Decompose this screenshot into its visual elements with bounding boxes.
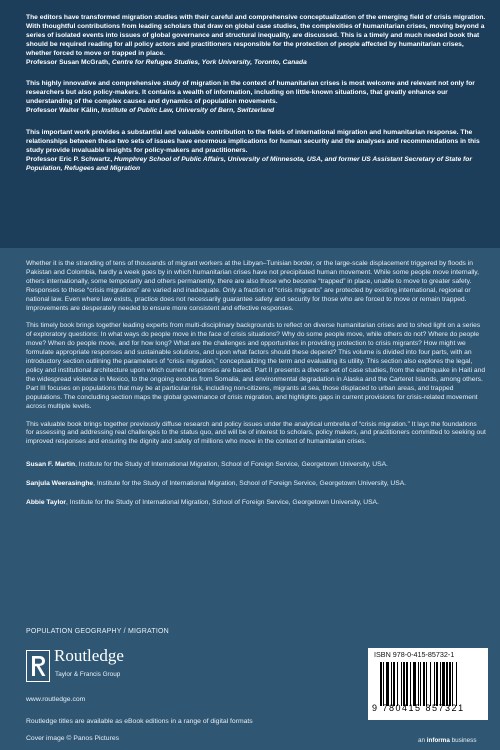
barcode-bar xyxy=(393,662,395,706)
informa-suffix: business xyxy=(449,737,477,744)
barcode-bar xyxy=(403,662,405,706)
barcode-bar xyxy=(434,662,435,706)
review-attribution xyxy=(26,59,486,68)
barcode-bar xyxy=(380,662,382,706)
isbn-label: ISBN 978-0-415-85732-1 xyxy=(374,650,455,659)
author-name: Susan F. Martin xyxy=(26,461,76,469)
barcode-bar xyxy=(423,662,425,706)
reviewer-affiliation: Humphrey School of Public Affairs, University of Minnesota, USA, and former US Assistant Secretary of State for Population, Refugees and Migration xyxy=(26,155,472,172)
barcode-bar xyxy=(401,662,402,706)
author-entry xyxy=(26,499,486,508)
barcode-bar xyxy=(446,662,448,706)
barcode-icon xyxy=(380,662,480,706)
barcode-bar xyxy=(397,662,398,706)
barcode-bar xyxy=(452,662,453,706)
reviewer-name: Professor Eric P. Schwartz, xyxy=(26,155,113,163)
author-affiliation: , Institute for the Study of International Migration, School of Foreign Service, Georgetown University, USA. xyxy=(66,499,379,507)
publisher-website[interactable]: www.routledge.com xyxy=(26,696,86,703)
barcode-bar xyxy=(406,662,408,706)
subject-category: POPULATION GEOGRAPHY / MIGRATION xyxy=(26,628,169,635)
barcode-bar xyxy=(449,662,451,706)
barcode-bar xyxy=(420,662,421,706)
reviewer-affiliation: Institute of Public Law, University of Bern, Switzerland xyxy=(101,107,275,115)
reviewer-affiliation: Centre for Refugee Studies, York University, Toronto, Canada xyxy=(111,58,307,66)
author-entry xyxy=(26,480,486,489)
author-affiliation: , Institute for the Study of International Migration, School of Foreign Service, Georgetown University, USA. xyxy=(93,480,407,488)
reviewer-name: Professor Susan McGrath, xyxy=(26,58,110,66)
barcode-bar xyxy=(430,662,431,706)
author-name: Abbie Taylor xyxy=(26,499,67,507)
cover-credit: Cover image © Panos Pictures xyxy=(26,735,120,742)
reviewer-name: Professor Walter Kälin, xyxy=(26,107,100,115)
reviews-panel xyxy=(0,0,500,248)
barcode-bar xyxy=(410,662,411,706)
review-text: This important work provides a substantial and valuable contribution to the fields of international migration and humanitarian response. The relationships between these two sets of issues have enormous implications for human security and the analyses and recommendations in this study provide invaluable insights for policy-makers and practitioners. xyxy=(26,129,480,154)
barcode-digits: 9 780415 857321 xyxy=(372,703,465,713)
barcode-bar xyxy=(391,662,392,706)
description-paragraph: Whether it is the stranding of tens of thousands of migrant workers at the Libyan–Tunisian border, or the large-scale displacement triggered by floods in Pakistan and Colombia, hardly a week goes by in which humanitarian crises have not precipitated human movement. While some people move internally, others internationally, some temporarily and others permanently, there are also those who become “trapped” in place, unable to move to greater safety. Responses to these “crisis migrations” are varied and inadequate. Only a fraction of “crisis migrants” are protected by existing international, regional or national law. Even where law exists, practice does not necessarily guarantee safety and security for those who are forced to move or remain trapped. Improvements are desperately needed to ensure more consistent and effective responses. xyxy=(26,260,480,312)
barcode-bar xyxy=(456,662,457,706)
description-paragraph: This timely book brings together leading experts from multi-disciplinary backgrounds to reflect on diverse humanitarian crises and to shed light on a series of exploratory questions: In what ways do people move in the face of crisis situations? Why do some people move, while others do not? Where do people move? When do people move, and for how long? What are the challenges and opportunities in providing protection to crisis migrants? How might we formulate appropriate responses and sustainable solutions, and upon what factors should these depend? This volume is divided into four parts, with an introductory section outlining the parameters of “crisis migration,” conceptualizing the term and evaluating its utility. This section also explores the legal, policy and institutional architecture upon which current responses are based. Part II presents a diverse set of case studies, from the earthquake in Haiti and the widespread violence in Mexico, to the ongoing exodus from Somalia, and environmental degradation in Alaska and the Carteret Islands, among others. Part III focuses on populations that may be at particular risk, including non-citizens, migrants at sea, those displaced to urban areas, and trapped populations. The concluding section maps the global governance of crisis migration, and highlights gaps in current provisions for crisis-related movement across multiple levels. xyxy=(26,322,486,410)
review-attribution xyxy=(26,156,486,174)
barcode-bar xyxy=(440,662,441,706)
author-entry xyxy=(26,461,486,470)
barcode-box xyxy=(368,648,488,720)
barcode-bar xyxy=(418,662,419,706)
barcode-bar xyxy=(413,662,416,706)
barcode-bar xyxy=(383,662,384,706)
barcode-bar xyxy=(386,662,389,706)
description-panel xyxy=(0,248,500,750)
informa-brand: informa xyxy=(426,737,450,744)
barcode-bar xyxy=(426,662,427,706)
routledge-r-icon xyxy=(26,650,50,682)
publisher-name: Routledge xyxy=(54,646,124,665)
review-attribution xyxy=(26,107,486,116)
description-paragraph: This valuable book brings together previously diffuse research and policy issues under the analytical umbrella of “crisis migration.” It lays the foundations for assessing and addressing real challenges to the status quo, and will be of interest to scholars, policy makers, and practitioners committed to seeking out improved responses and ensuring the dignity and safety of millions who move in the context of humanitarian crises. xyxy=(26,420,486,446)
review-text: This highly innovative and comprehensive study of migration in the context of humanitarian crises is most welcome and relevant not only for researchers but also policy-makers. It contains a wealth of information, including on little-known situations, that greatly enhance our understanding of the complex causes and dynamics of population movements. xyxy=(26,80,475,106)
informa-tagline xyxy=(418,737,476,746)
publisher-logo xyxy=(26,646,186,690)
review-text: The editors have transformed migration studies with their careful and comprehensive conceptualization of the emerging field of crisis migration. With thoughtful contributions from leading scholars that draw on global case studies, the complexities of humanitarian crises, moving beyond a series of isolated events into issues of global governance and structural inequality, are discussed. This is a timely and much needed book that should be required reading for all policy actors and practitioners responsible for the protection of people affected by humanitarian crises, whether forced to move or trapped in place. xyxy=(26,14,486,57)
barcode-bar xyxy=(436,662,438,706)
review-1 xyxy=(26,14,486,67)
author-name: Sanjula Weerasinghe xyxy=(26,480,94,488)
barcode-bar xyxy=(442,662,445,706)
author-affiliation: , Institute for the Study of International Migration, School of Foreign Service, Georgetown University, USA. xyxy=(75,461,388,469)
informa-prefix: an xyxy=(418,737,427,744)
ebook-note: Routledge titles are available as eBook editions in a range of digital formats xyxy=(26,718,253,725)
publisher-group: Taylor & Francis Group xyxy=(55,671,121,678)
review-2 xyxy=(26,80,486,116)
review-3 xyxy=(26,129,486,174)
author-list xyxy=(26,461,486,508)
